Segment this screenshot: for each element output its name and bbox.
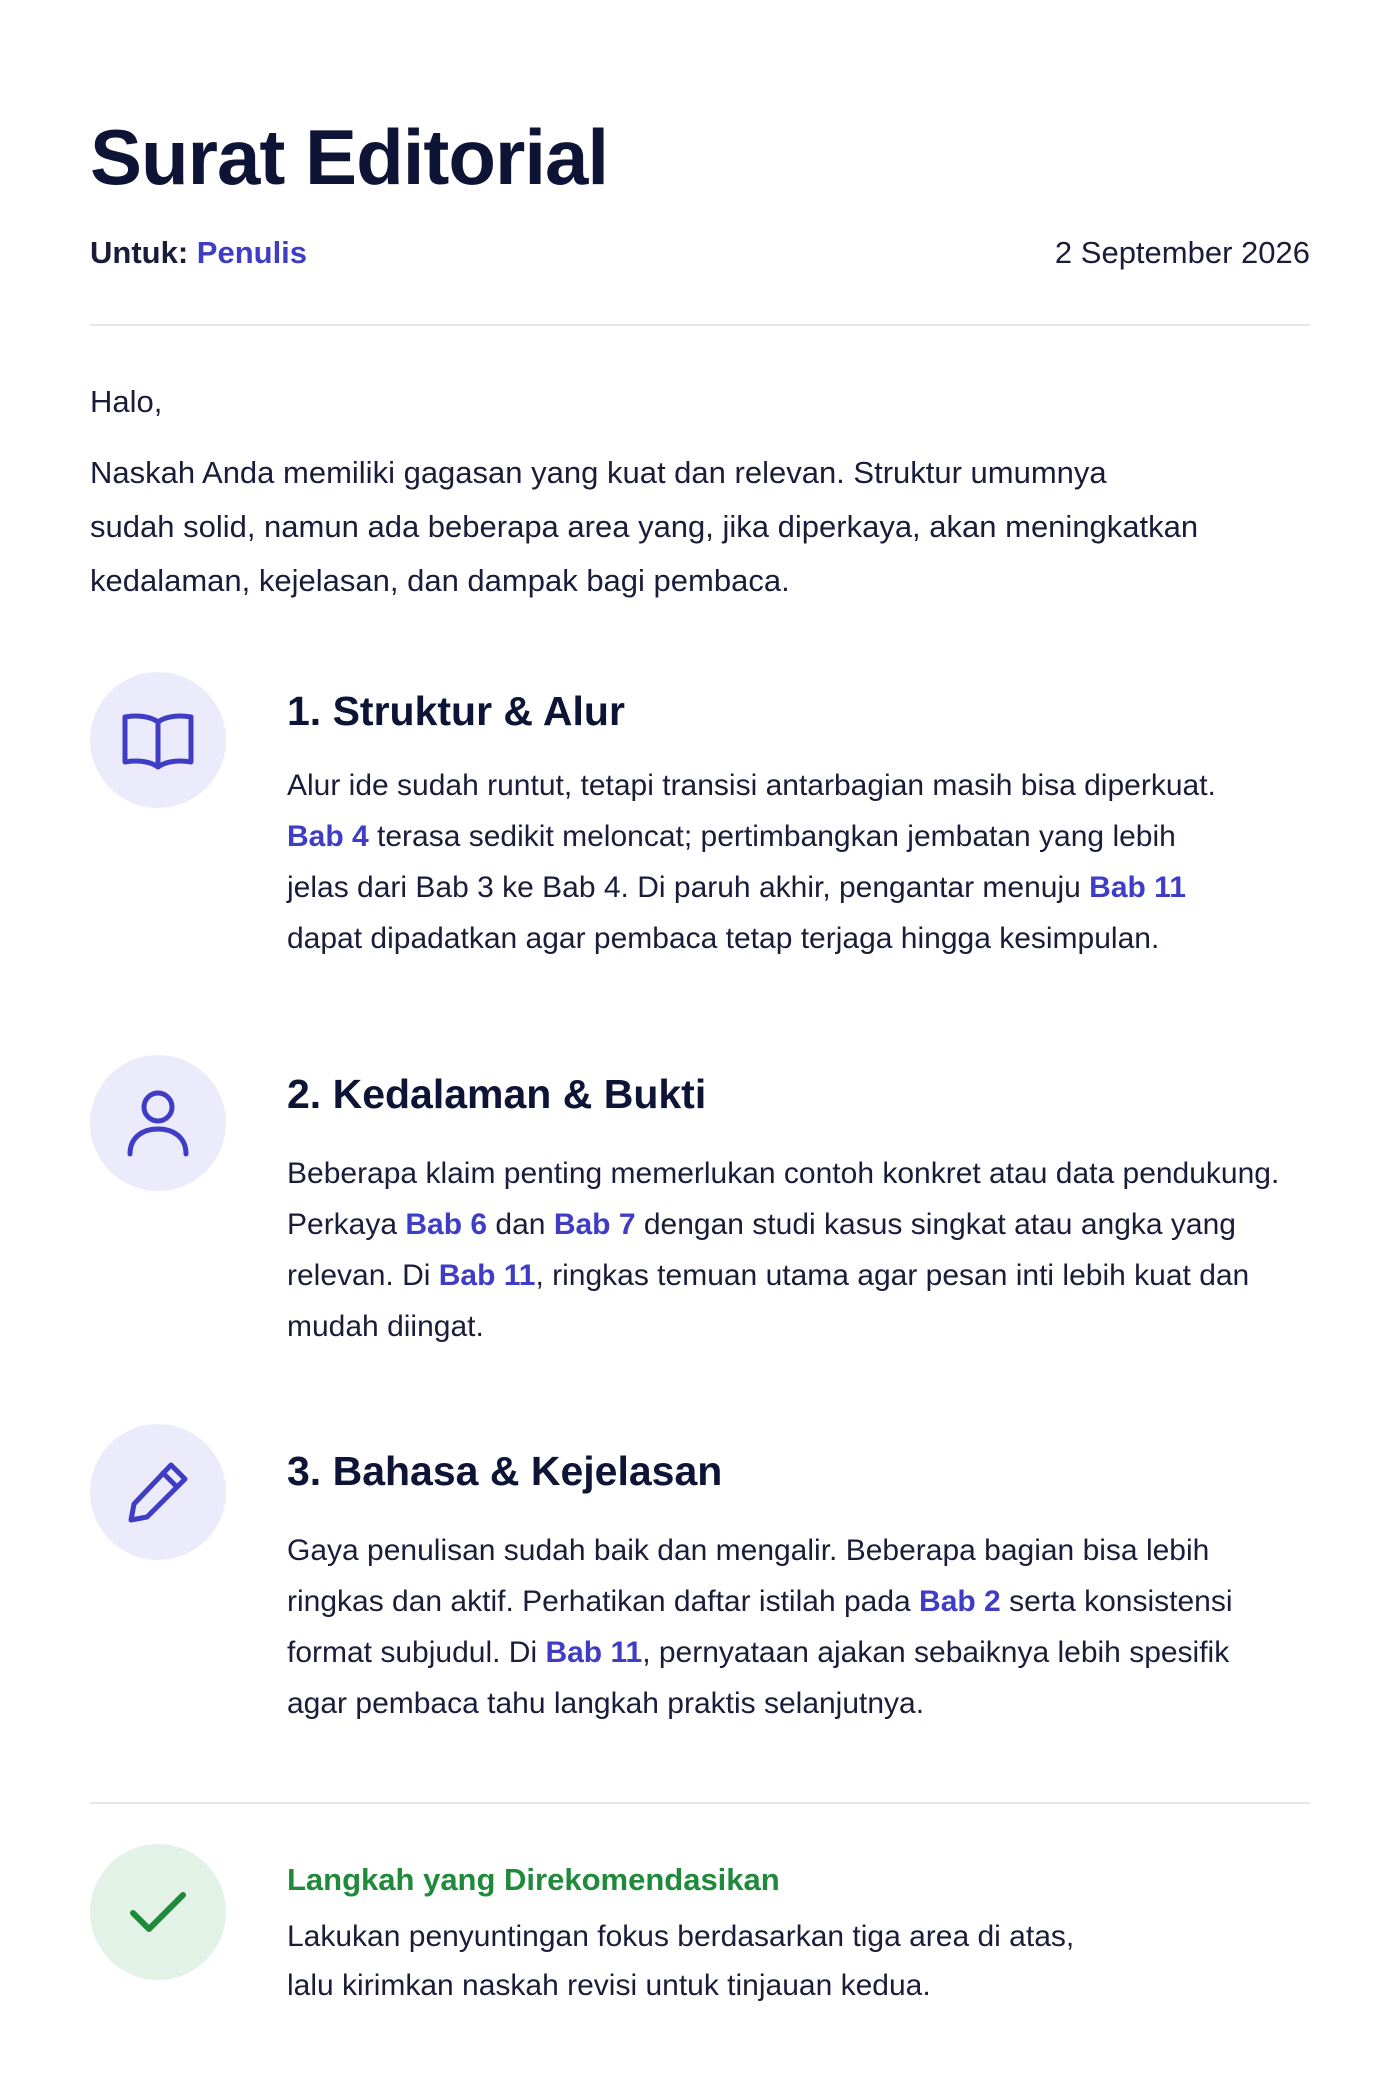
pencil-icon: [90, 1424, 226, 1560]
section-body-structure: [287, 760, 1317, 964]
section-text: terasa sedikit meloncat; pertimbangkan jembatan yang lebih: [368, 820, 1176, 853]
recipient: [90, 235, 307, 271]
section-title-depth: 2. Kedalaman & Bukti: [287, 1071, 707, 1117]
section-text: Alur ide sudah runtut, tetapi transisi antarbagian masih bisa diperkuat.: [287, 769, 1216, 802]
section-text: dapat dipadatkan agar pembaca tetap terjaga hingga kesimpulan.: [287, 922, 1160, 955]
chapter-reference: Bab 11: [438, 1259, 536, 1292]
section-text: format subjudul. Di: [287, 1636, 546, 1669]
check-icon: [90, 1844, 226, 1980]
intro-paragraph: [90, 446, 1270, 608]
letter-meta: [90, 235, 1310, 271]
section-title-structure: 1. Struktur & Alur: [287, 688, 625, 734]
section-title-language: 3. Bahasa & Kejelasan: [287, 1448, 723, 1494]
section-body-depth: [287, 1148, 1317, 1352]
section-text: dengan studi kasus singkat atau angka yang: [635, 1208, 1236, 1241]
section-text: Perkaya: [287, 1208, 406, 1241]
section-text: Gaya penulisan sudah baik dan mengalir. Beberapa bagian bisa lebih: [287, 1534, 1210, 1567]
intro-line: sudah solid, namun ada beberapa area yang, jika diperkaya, akan meningkatkan: [90, 509, 1199, 544]
recommendation-text: lalu kirimkan naskah revisi untuk tinjauan kedua.: [287, 1969, 931, 2002]
section-text: ringkas dan aktif. Perhatikan daftar istilah pada: [287, 1585, 920, 1618]
chapter-reference: Bab 11: [1089, 871, 1186, 904]
greeting: Halo,: [90, 384, 163, 419]
page-title: Surat Editorial: [90, 113, 609, 201]
recommendation-body: [287, 1912, 1317, 2010]
intro-line: kedalaman, kejelasan, dan dampak bagi pembaca.: [90, 563, 790, 598]
section-body-language: [287, 1525, 1317, 1729]
letter-date: 2 September 2026: [1054, 235, 1310, 270]
recipient-label: Untuk:: [90, 235, 189, 270]
chapter-reference: Bab 6: [405, 1208, 488, 1241]
section-text: relevan. Di: [287, 1259, 439, 1292]
section-text: agar pembaca tahu langkah praktis selanjutnya.: [287, 1687, 925, 1720]
section-text: Beberapa klaim penting memerlukan contoh konkret atau data pendukung.: [287, 1157, 1280, 1190]
chapter-reference: Bab 4: [287, 820, 369, 853]
section-text: mudah diingat.: [287, 1310, 484, 1343]
section-text: , pernyataan ajakan sebaiknya lebih spesifik: [642, 1636, 1230, 1669]
section-text: , ringkas temuan utama agar pesan inti lebih kuat dan: [535, 1259, 1250, 1292]
chapter-reference: Bab 2: [919, 1585, 1001, 1618]
open-book-icon: [90, 672, 226, 808]
chapter-reference: Bab 7: [553, 1208, 636, 1241]
chapter-reference: Bab 11: [545, 1636, 643, 1669]
header-divider: [90, 324, 1310, 326]
intro-line: Naskah Anda memiliki gagasan yang kuat dan relevan. Struktur umumnya: [90, 455, 1107, 490]
recipient-name: Penulis: [196, 235, 308, 270]
recommendation-text: Lakukan penyuntingan fokus berdasarkan tiga area di atas,: [287, 1920, 1075, 1953]
recommendation-divider: [90, 1802, 1310, 1804]
section-text: serta konsistensi: [1000, 1585, 1233, 1618]
recommendation-title: Langkah yang Direkomendasikan: [287, 1862, 780, 1897]
section-text: dan: [487, 1208, 554, 1241]
section-text: jelas dari Bab 3 ke Bab 4. Di paruh akhir, pengantar menuju: [287, 871, 1090, 904]
person-icon: [90, 1055, 226, 1191]
